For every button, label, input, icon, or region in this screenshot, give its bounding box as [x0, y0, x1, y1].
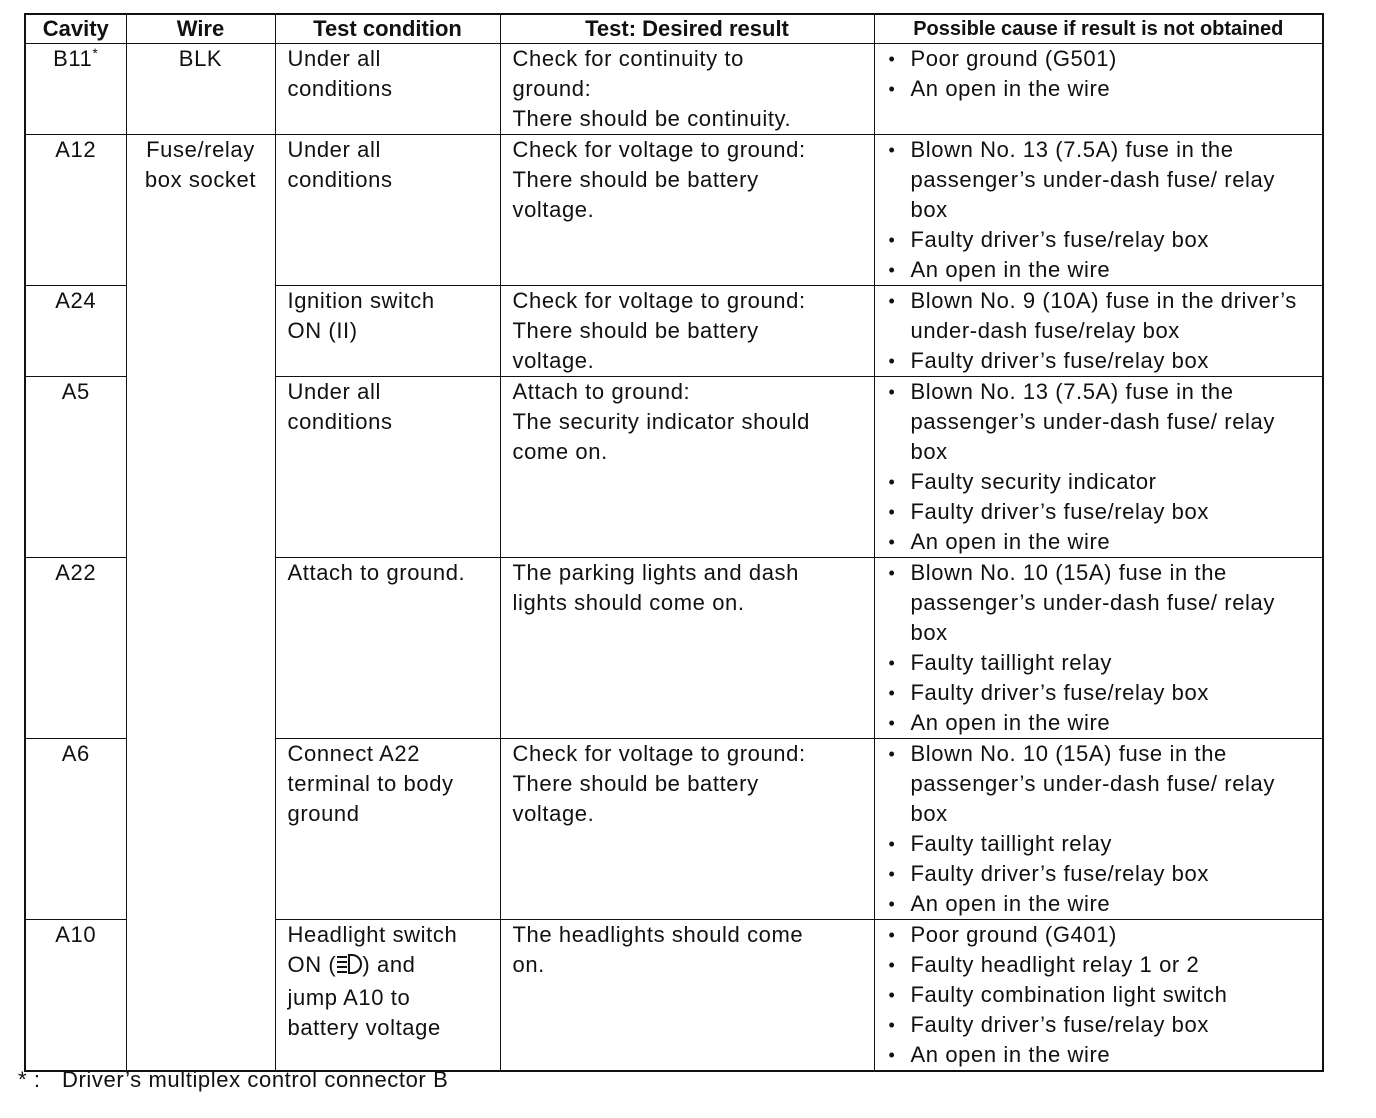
- cause-item: • Blown No. 9 (10A) fuse in the driver’s under-dash fuse/relay box: [887, 286, 1319, 346]
- connector-test-table: [24, 13, 1324, 1072]
- cause-item: • Faulty headlight relay 1 or 2: [887, 950, 1319, 980]
- cavity-cell: A5: [25, 377, 126, 558]
- test-condition-cell: Connect A22 terminal to body ground: [275, 739, 500, 920]
- possible-cause-cell: [874, 135, 1323, 286]
- possible-cause-cell: [874, 739, 1323, 920]
- cause-item: • Faulty combination light switch: [887, 980, 1319, 1010]
- desired-result-cell: Check for voltage to ground: There should be battery voltage.: [500, 135, 874, 286]
- test-condition-cell: Ignition switch ON (II): [275, 286, 500, 377]
- cause-item: • Poor ground (G501): [887, 44, 1319, 74]
- desired-result-cell: Attach to ground: The security indicator should come on.: [500, 377, 874, 558]
- cavity-cell: A12: [25, 135, 126, 286]
- footnote: [18, 1066, 448, 1094]
- test-condition-cell: Attach to ground.: [275, 558, 500, 739]
- cavity-cell: A10: [25, 920, 126, 1072]
- desired-result-cell: Check for voltage to ground: There should be battery voltage.: [500, 286, 874, 377]
- cavity-cell: A22: [25, 558, 126, 739]
- cause-item: • Faulty driver’s fuse/relay box: [887, 1010, 1319, 1040]
- connector-test-table-wrapper: [24, 13, 1322, 1067]
- cause-item: • An open in the wire: [887, 74, 1319, 104]
- test-condition-cell: [275, 920, 500, 1072]
- cause-item: • Blown No. 10 (15A) fuse in the passenger’s under-dash fuse/ relay box: [887, 739, 1319, 829]
- cause-item: • Faulty taillight relay: [887, 648, 1319, 678]
- cause-item: • Faulty driver’s fuse/relay box: [887, 678, 1319, 708]
- cavity-cell: A24: [25, 286, 126, 377]
- cause-item: • Faulty driver’s fuse/relay box: [887, 346, 1319, 376]
- test-condition-cell: Under all conditions: [275, 377, 500, 558]
- cavity-value: B11: [53, 46, 93, 71]
- footnote-mark: * :: [18, 1067, 41, 1092]
- wire-cell: BLK: [126, 44, 275, 135]
- desired-result-cell: Check for continuity to ground: There should be continuity.: [500, 44, 874, 135]
- header-row: [25, 14, 1323, 44]
- cause-item: • An open in the wire: [887, 889, 1319, 919]
- cause-item: • Faulty driver’s fuse/relay box: [887, 225, 1319, 255]
- possible-cause-cell: [874, 377, 1323, 558]
- possible-cause-cell: [874, 920, 1323, 1072]
- footnote-text: Driver’s multiplex control connector B: [62, 1067, 449, 1092]
- condition-text-after-icon: ) and jump A10 to battery voltage: [287, 952, 441, 1040]
- header-wire: Wire: [126, 14, 275, 44]
- test-condition-cell: Under all conditions: [275, 44, 500, 135]
- table-row: [25, 135, 1323, 286]
- header-cavity: Cavity: [25, 14, 126, 44]
- headlight-icon: [336, 953, 362, 983]
- desired-result-cell: Check for voltage to ground: There should be battery voltage.: [500, 739, 874, 920]
- cause-item: • Faulty security indicator: [887, 467, 1319, 497]
- wire-cell: Fuse/relay box socket: [126, 135, 275, 1072]
- header-possible-cause: Possible cause if result is not obtained: [874, 14, 1323, 44]
- desired-result-cell: The headlights should come on.: [500, 920, 874, 1072]
- cause-item: • An open in the wire: [887, 527, 1319, 557]
- condition-text-before-icon: Headlight switch ON (: [287, 922, 458, 977]
- cause-item: • An open in the wire: [887, 255, 1319, 285]
- table-row: [25, 44, 1323, 135]
- possible-cause-cell: [874, 286, 1323, 377]
- cavity-footnote-mark: *: [92, 45, 99, 61]
- cause-item: • Blown No. 13 (7.5A) fuse in the passenger’s under-dash fuse/ relay box: [887, 377, 1319, 467]
- cause-item: • Poor ground (G401): [887, 920, 1319, 950]
- cause-item: • Blown No. 13 (7.5A) fuse in the passenger’s under-dash fuse/ relay box: [887, 135, 1319, 225]
- cause-item: • Blown No. 10 (15A) fuse in the passenger’s under-dash fuse/ relay box: [887, 558, 1319, 648]
- desired-result-cell: The parking lights and dash lights should come on.: [500, 558, 874, 739]
- cause-item: • An open in the wire: [887, 708, 1319, 738]
- cause-item: • Faulty driver’s fuse/relay box: [887, 497, 1319, 527]
- test-condition-cell: Under all conditions: [275, 135, 500, 286]
- header-test-condition: Test condition: [275, 14, 500, 44]
- possible-cause-cell: [874, 558, 1323, 739]
- cause-item: • Faulty taillight relay: [887, 829, 1319, 859]
- cavity-cell: A6: [25, 739, 126, 920]
- header-desired-result: Test: Desired result: [500, 14, 874, 44]
- possible-cause-cell: [874, 44, 1323, 135]
- cavity-cell: [25, 44, 126, 135]
- cause-item: • Faulty driver’s fuse/relay box: [887, 859, 1319, 889]
- cause-item: • An open in the wire: [887, 1040, 1319, 1070]
